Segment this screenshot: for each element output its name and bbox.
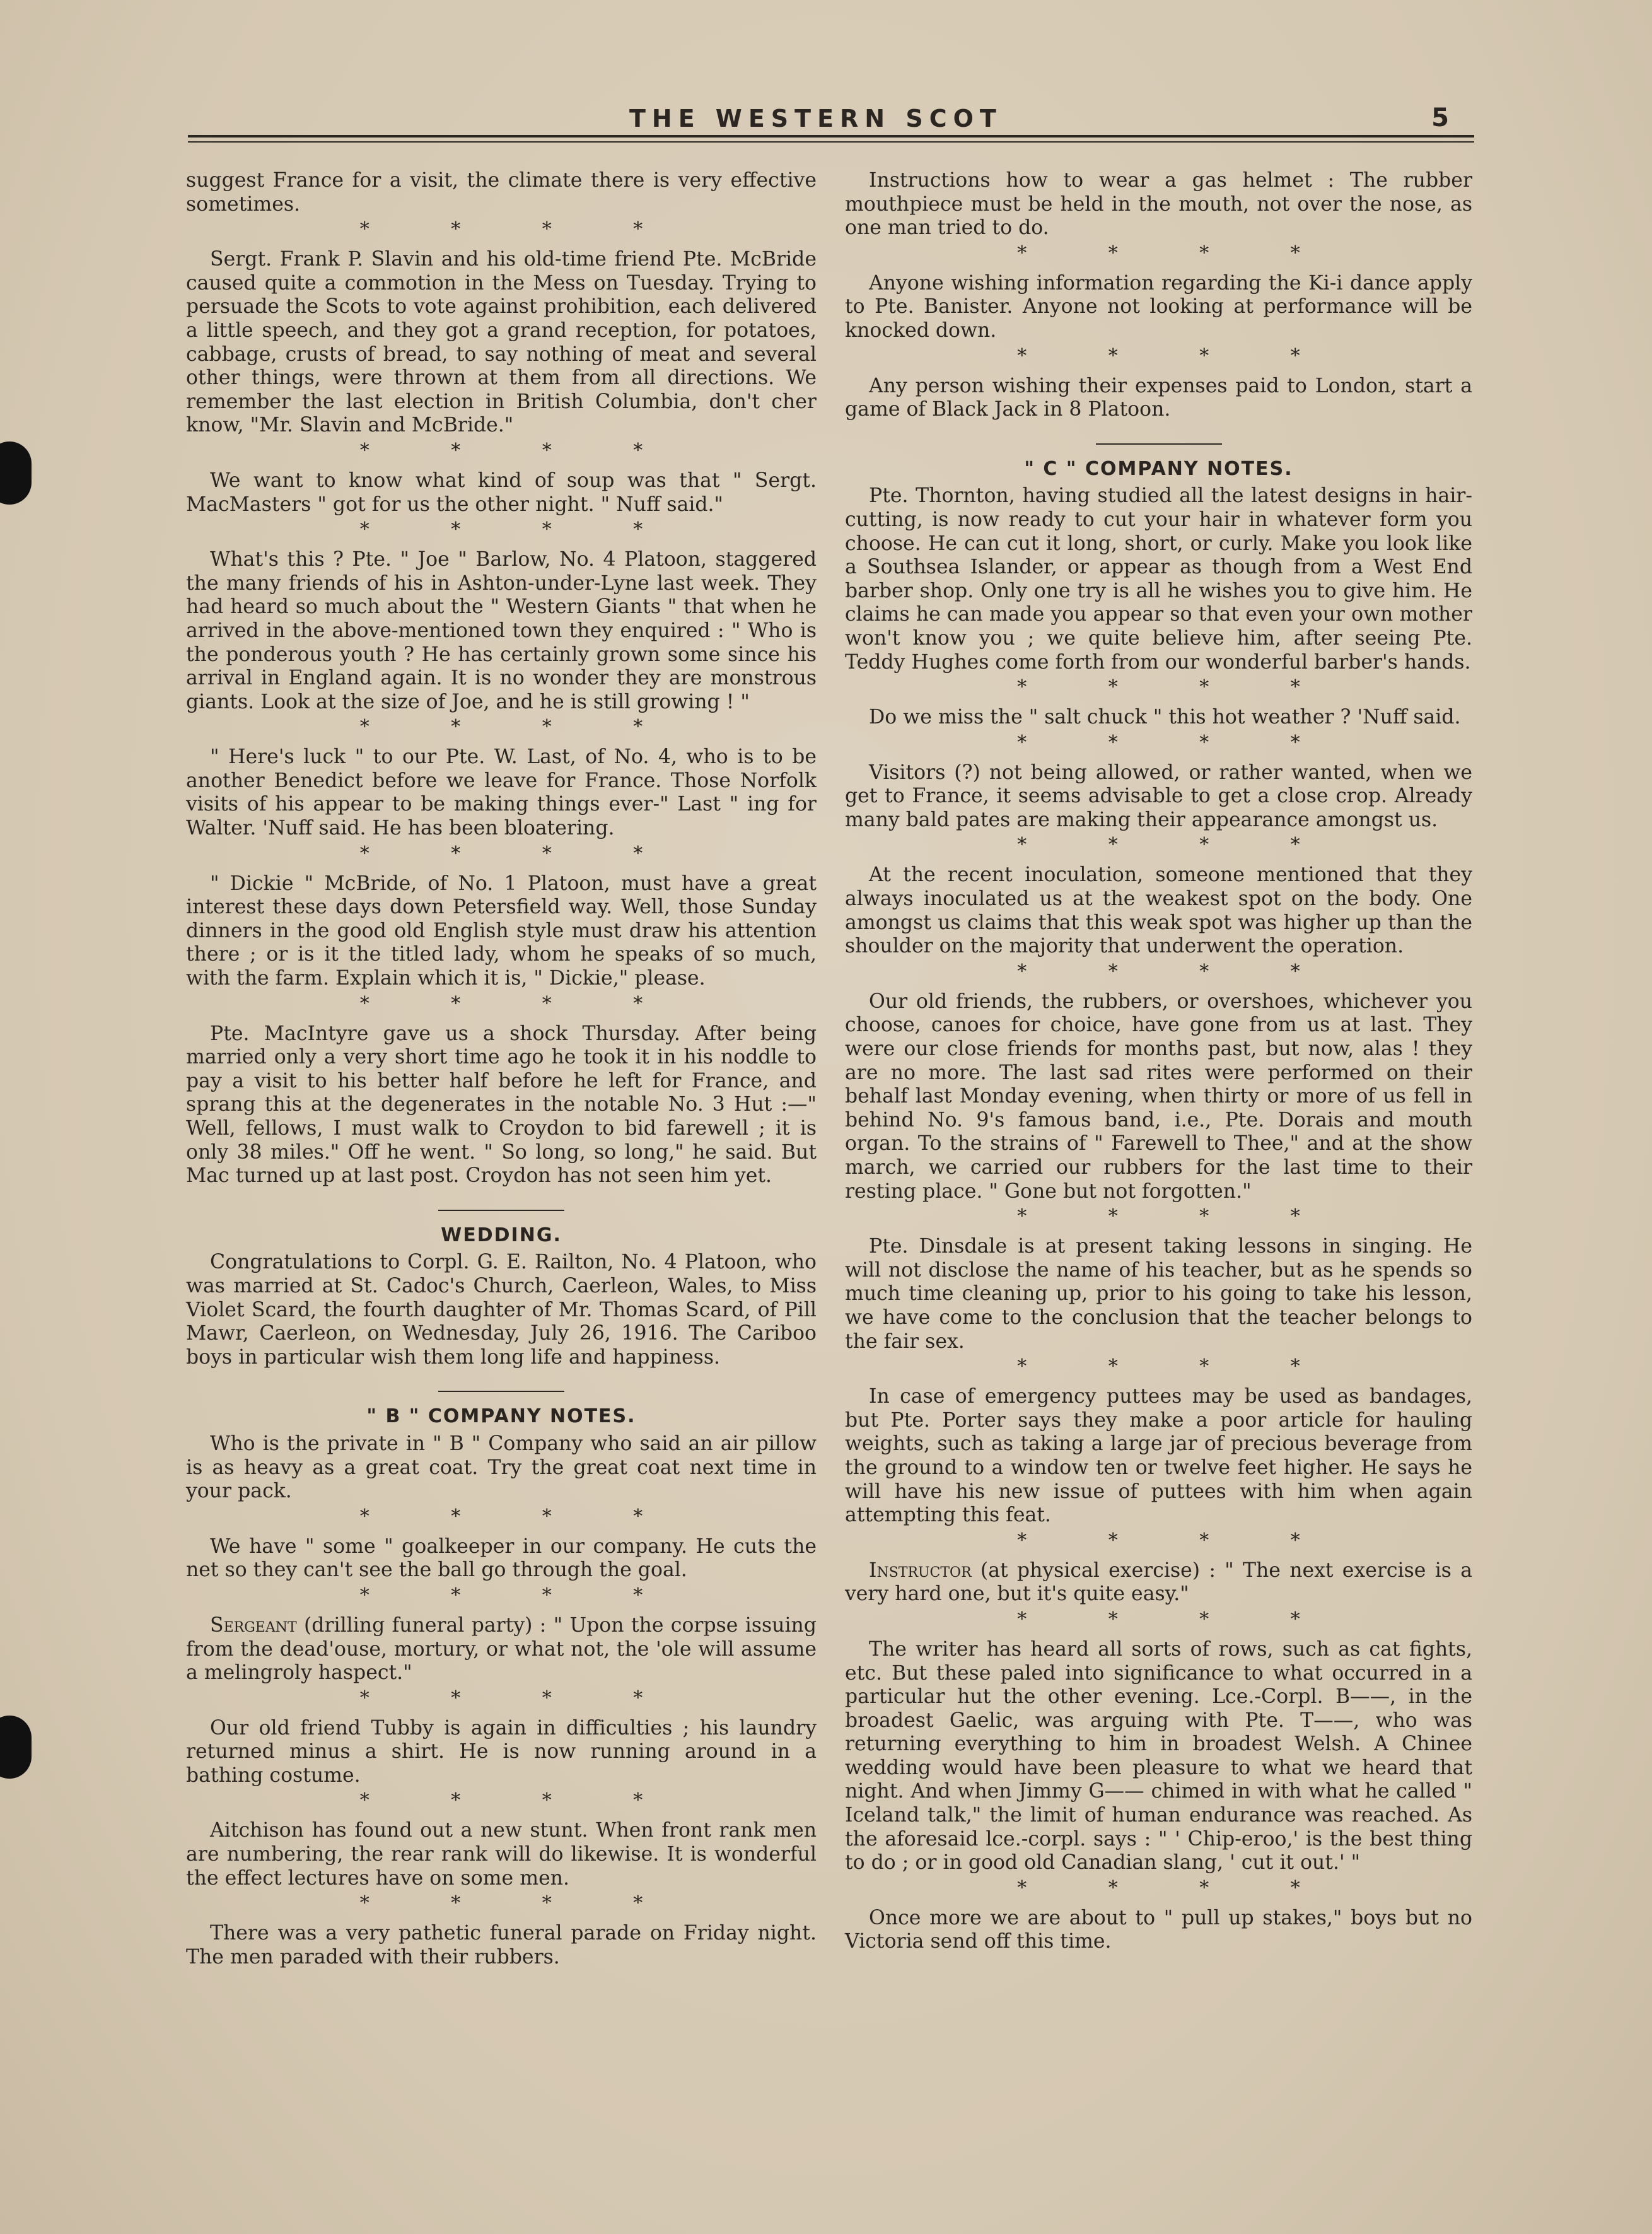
binding-hole	[0, 442, 32, 505]
article-paragraph: Aitchison has found out a new stunt. When front rank men are numbering, the rear rank will do likewise. It is wonderful the effect lectures have on some men.	[186, 1819, 817, 1890]
section-separator: * * * *	[359, 1505, 681, 1528]
newspaper-title: THE WESTERN SCOT	[629, 105, 1003, 132]
section-separator: * * * *	[359, 1789, 681, 1812]
header-rule	[188, 135, 1474, 137]
section-separator: * * * *	[359, 842, 681, 865]
section-separator: * * * *	[359, 439, 681, 462]
section-separator: * * * *	[1017, 1876, 1338, 1899]
section-separator: * * * *	[1017, 242, 1338, 264]
right-column	[845, 169, 1472, 1954]
article-paragraph: Visitors (?) not being allowed, or rather wanted, when we get to France, it seems advisable to get a close crop. Already many bald pates are making their appearance amongst us.	[845, 761, 1472, 831]
speaker-label: Instructor	[869, 1559, 972, 1582]
section-separator: * * * *	[1017, 834, 1338, 857]
section-divider	[438, 1391, 564, 1392]
page-header	[188, 102, 1474, 151]
article-paragraph	[186, 1614, 817, 1685]
article-paragraph: The writer has heard all sorts of rows, such as cat fights, etc. But these paled into significance to what occurred in a particular hut the other evening. Lce.-Corpl. B——, in the broadest Gaelic, was arguing with Pte. T——, who was returning everything to him in broadest Welsh. A Chinee wedding would have been pleasure to what we heard that night. And when Jimmy G—— chimed in with what he called " Iceland talk," the limit of human endurance was reached. As the aforesaid lce.-corpl. says : " ' Chip-eroo,' is the best thing to do ; or in good old Canadian slang, ' cut it out.' "	[845, 1637, 1472, 1874]
section-separator: * * * *	[359, 992, 681, 1015]
article-paragraph: Congratulations to Corpl. G. E. Railton, No. 4 Platoon, who was married at St. Cadoc's Church, Caerleon, Wales, to Miss Violet Scard, the fourth daughter of Mr. Thomas Scard, of Pill Mawr, Caerleon, on Wednesday, July 26, 1916. The Cariboo boys in particular wish them long life and happiness.	[186, 1251, 817, 1369]
section-separator: * * * *	[1017, 1355, 1338, 1378]
article-paragraph: At the recent inoculation, someone mentioned that they always inoculated us at the weakest spot on the body. One amongst us claims that this weak spot was higher up than the shoulder on the majority that underwent the operation.	[845, 863, 1472, 958]
article-paragraph: We want to know what kind of soup was that " Sergt. MacMasters " got for us the other night. " Nuff said."	[186, 469, 817, 516]
article-paragraph: Our old friends, the rubbers, or overshoes, whichever you choose, canoes for choice, have gone from us at last. They were our close friends for months past, but now, alas ! they are no more. The last sad rites were performed on their behalf last Monday evening, when thirty or more of us fell in behind No. 9's famous band, i.e., Pte. Dorais and mouth organ. To the strains of " Farewell to Thee," and at the show march, we carried our rubbers for the last time to their resting place. " Gone but not forgotten."	[845, 990, 1472, 1203]
section-separator: * * * *	[359, 1687, 681, 1709]
section-separator: * * * *	[359, 518, 681, 541]
section-separator: * * * *	[359, 1584, 681, 1606]
c-company-heading: " C " COMPANY NOTES.	[1024, 457, 1293, 480]
paragraph-text: (drilling funeral party) : " Upon the corpse issuing from the dead'ouse, mortury, or what not, the 'ole will assume a melingroly haspect."	[186, 1613, 817, 1685]
binding-hole	[0, 1716, 32, 1779]
section-separator: * * * *	[359, 716, 681, 739]
section-separator: * * * *	[1017, 731, 1338, 754]
paragraph-text: (at physical exercise) : " The next exercise is a very hard one, but it's quite easy."	[845, 1559, 1472, 1606]
article-paragraph: Who is the private in " B " Company who said an air pillow is as heavy as a great coat. Try the great coat next time in your pack.	[186, 1432, 817, 1503]
b-company-heading: " B " COMPANY NOTES.	[366, 1405, 636, 1428]
section-separator: * * * *	[359, 1892, 681, 1915]
section-separator: * * * *	[1017, 1529, 1338, 1552]
article-paragraph: Pte. Dinsdale is at present taking lessons in singing. He will not disclose the name of his teacher, but as he spends so much time cleaning up, prior to his going to take his lesson, we have come to the conclusion that the teacher belongs to the fair sex.	[845, 1235, 1472, 1353]
header-rule	[188, 141, 1474, 143]
section-separator: * * * *	[359, 218, 681, 241]
article-paragraph: In case of emergency puttees may be used as bandages, but Pte. Porter says they make a poor article for hauling weights, such as taking a large jar of precious beverage from the ground to a window ten or twelve feet higher. He says he will have his new issue of puttees with him when again attempting this feat.	[845, 1385, 1472, 1527]
section-separator: * * * *	[1017, 1205, 1338, 1228]
article-paragraph: suggest France for a visit, the climate there is very effective sometimes.	[186, 169, 817, 216]
article-paragraph: There was a very pathetic funeral parade on Friday night. The men paraded with their rubbers.	[186, 1922, 817, 1968]
section-divider	[438, 1210, 564, 1211]
article-paragraph: Sergt. Frank P. Slavin and his old-time friend Pte. McBride caused quite a commotion in the Mess on Tuesday. Trying to persuade the Scots to vote against prohibition, each delivered a little speech, and they got a grand reception, for potatoes, cabbage, crusts of bread, to say nothing of meat and several other things, were thrown at them from all directions. We remember the last election in British Columbia, don't cher know, "Mr. Slavin and McBride."	[186, 248, 817, 437]
article-paragraph: " Dickie " McBride, of No. 1 Platoon, must have a great interest these days down Petersfield way. Well, those Sunday dinners in the good old English style must draw his attention there ; or is it the titled lady, whom he speaks of so much, with the farm. Explain which it is, " Dickie," please.	[186, 872, 817, 990]
article-paragraph: " Here's luck " to our Pte. W. Last, of No. 4, who is to be another Benedict before we leave for France. Those Norfolk visits of his appear to be making things ever-" Last " ing for Walter. 'Nuff said. He has been bloatering.	[186, 746, 817, 840]
left-column	[186, 169, 817, 1969]
article-paragraph: Pte. MacIntyre gave us a shock Thursday. After being married only a very short time ago he took it in his noddle to pay a visit to his better half before he left for France, and sprang this at the degenerates in the notable No. 3 Hut :—" Well, fellows, I must walk to Croydon to bid farewell ; it is only 38 miles." Off he went. " So long, so long," he said. But Mac turned up at last post. Croydon has not seen him yet.	[186, 1022, 817, 1188]
speaker-label: Sergeant	[210, 1613, 297, 1637]
article-paragraph: Our old friend Tubby is again in difficulties ; his laundry returned minus a shirt. He is now running around in a bathing costume.	[186, 1716, 817, 1787]
article-paragraph: We have " some " goalkeeper in our company. He cuts the net so they can't see the ball go through the goal.	[186, 1535, 817, 1582]
article-paragraph: Instructions how to wear a gas helmet : The rubber mouthpiece must be held in the mouth, not over the nose, as one man tried to do.	[845, 169, 1472, 240]
section-divider	[1096, 443, 1222, 445]
section-separator: * * * *	[1017, 344, 1338, 367]
section-separator: * * * *	[1017, 1608, 1338, 1630]
article-paragraph	[845, 1559, 1472, 1606]
page-number: 5	[1431, 103, 1449, 132]
article-paragraph: Do we miss the " salt chuck " this hot weather ? 'Nuff said.	[869, 706, 1461, 729]
article-paragraph: Any person wishing their expenses paid to London, start a game of Black Jack in 8 Platoon.	[845, 374, 1472, 421]
section-separator: * * * *	[1017, 676, 1338, 699]
section-separator: * * * *	[1017, 960, 1338, 983]
article-paragraph: What's this ? Pte. " Joe " Barlow, No. 4 Platoon, staggered the many friends of his in Ashton-under-Lyne last week. They had heard so much about the " Western Giants " that when he arrived in the above-mentioned town they enquired : " Who is the ponderous youth ? He has certainly grown some since his arrival in England again. It is no wonder they are monstrous giants. Look at the size of Joe, and he is still growing ! "	[186, 548, 817, 713]
article-paragraph: Once more we are about to " pull up stakes," boys but no Victoria send off this time.	[845, 1906, 1472, 1953]
wedding-heading: WEDDING.	[441, 1224, 562, 1246]
article-paragraph: Pte. Thornton, having studied all the latest designs in hair-cutting, is now ready to cut your hair in whatever form you choose. He can cut it long, short, or curly. Make you look like a Southsea Islander, or appear as though from a West End barber shop. Only one try is all he wishes you to give him. He claims he can made you appear so that even your own mother won't know you ; we quite believe him, after seeing Pte. Teddy Hughes come forth from our wonderful barber's hands.	[845, 484, 1472, 674]
article-paragraph: Anyone wishing information regarding the Ki-i dance apply to Pte. Banister. Anyone not looking at performance will be knocked down.	[845, 271, 1472, 342]
